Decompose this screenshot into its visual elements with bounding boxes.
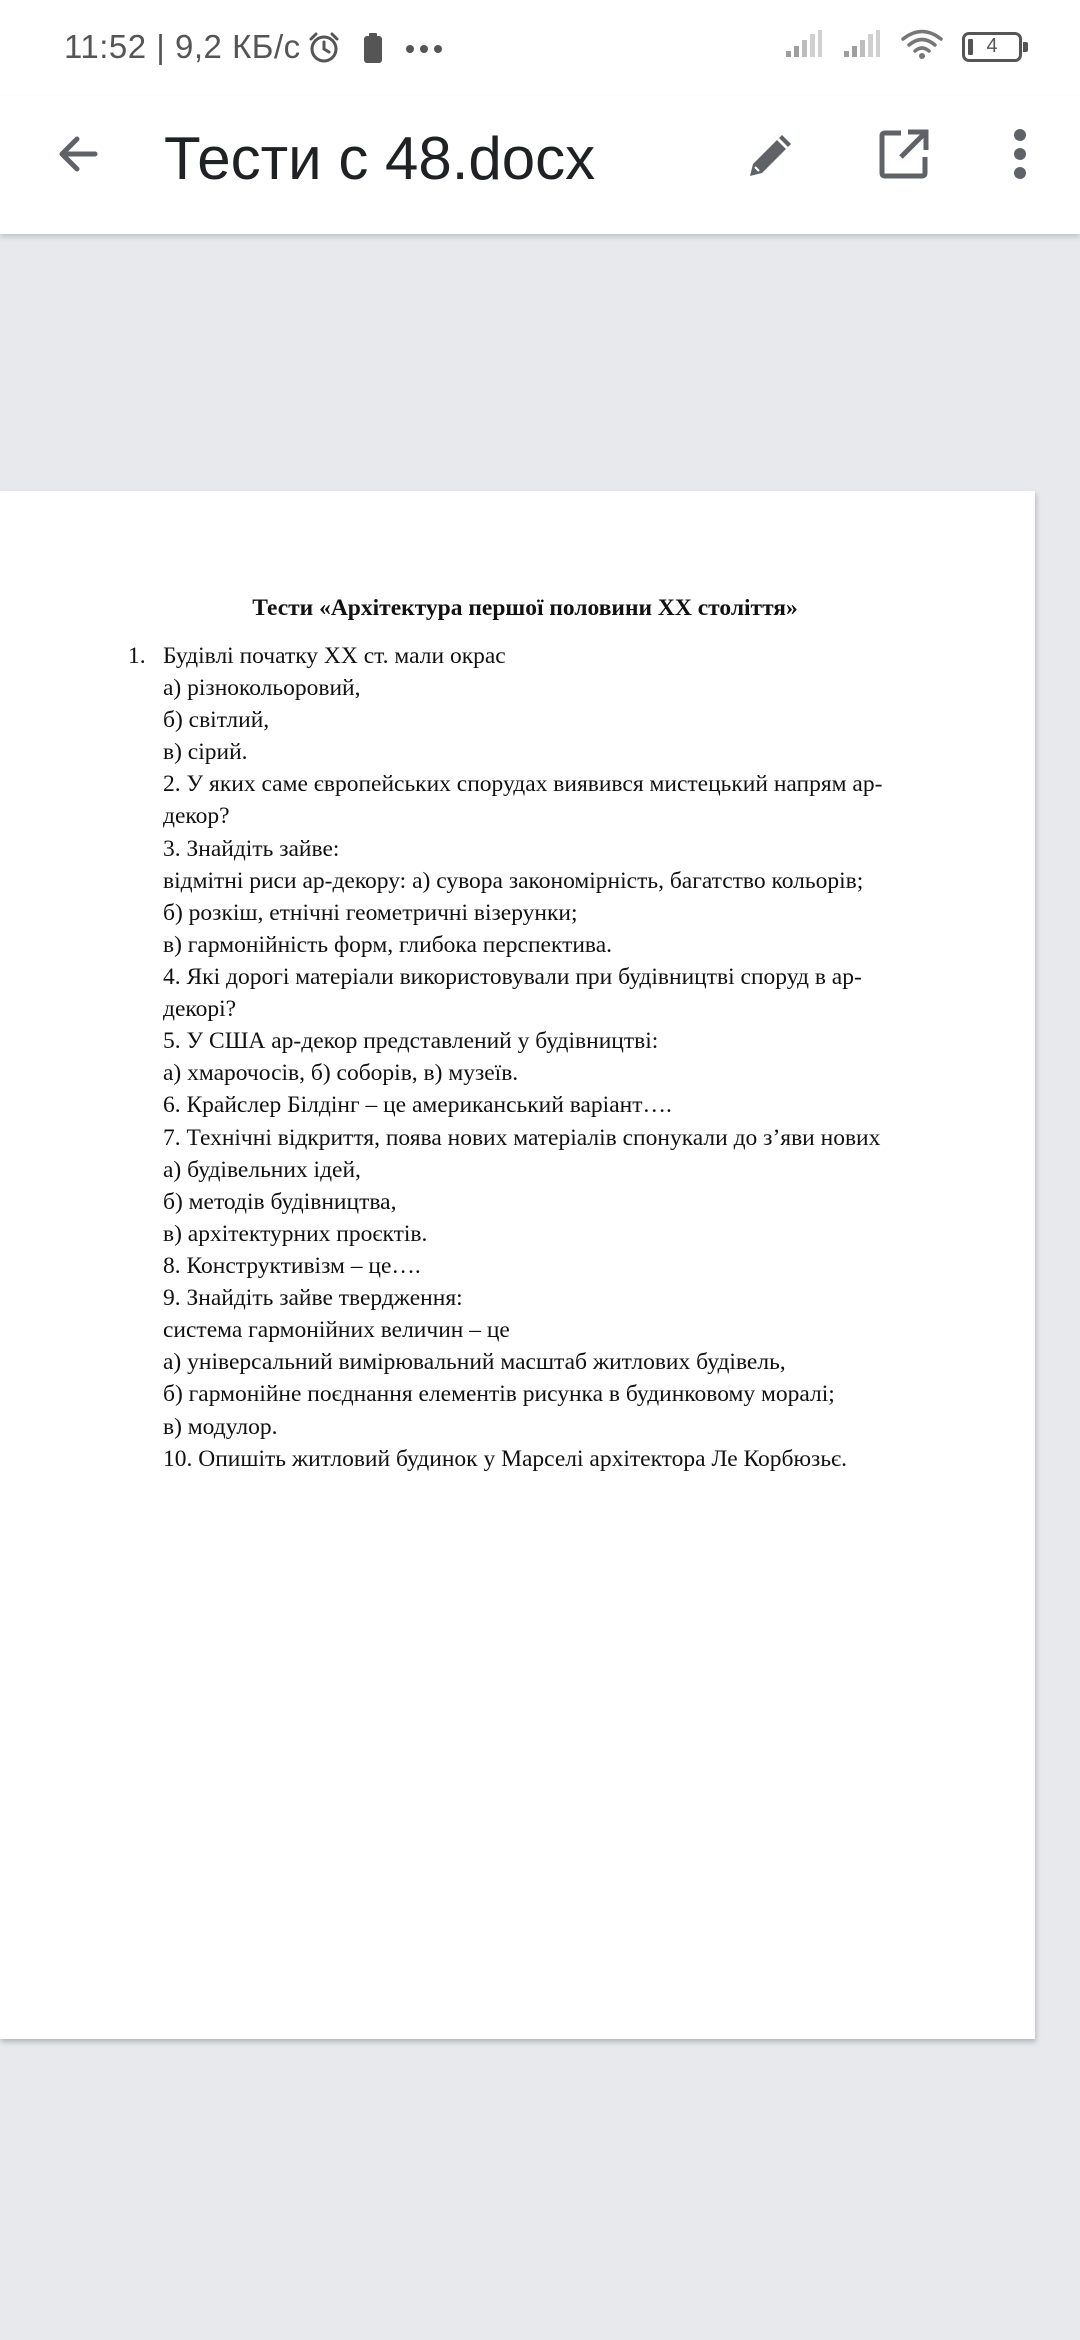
more-vert-icon (1012, 128, 1028, 185)
status-right-icons (784, 28, 1022, 65)
document-line: в) модулор. (163, 1414, 278, 1440)
document-line: б) гармонійне поєднання елементів рисунка в будинковому моралі; (163, 1381, 835, 1407)
wifi-icon (900, 28, 944, 65)
battery-saver-icon (362, 32, 384, 69)
document-line: б) розкіш, етнічні геометричні візерунки; (163, 900, 578, 926)
open-with-button[interactable] (864, 116, 944, 196)
more-notifications-icon (404, 42, 444, 60)
document-line: 10. Опишіть житловий будинок у Марселі архітектора Ле Корбюзьє. (163, 1446, 848, 1472)
document-line: 6. Крайслер Білдінг – це американський варіант…. (163, 1092, 672, 1118)
signal-icon (784, 29, 824, 64)
document-line: в) архітектурних проєктів. (163, 1221, 428, 1247)
document-line: а) хмарочосів, б) соборів, в) музеїв. (163, 1060, 519, 1086)
document-line: відмітні риси ар-декору: а) сувора закономірність, багатство кольорів; (163, 868, 864, 894)
document-page[interactable] (0, 491, 1035, 2039)
document-line: б) світлий, (163, 707, 270, 733)
document-title: Тести с 48.docx (164, 125, 596, 192)
document-line: а) будівельних ідей, (163, 1157, 361, 1183)
document-heading: Тести «Архітектура першої половини ХХ століття» (252, 595, 798, 621)
document-line: а) універсальний вимірювальний масштаб житлових будівель, (163, 1349, 786, 1375)
document-line: а) різнокольоровий, (163, 675, 361, 701)
status-left-icons (306, 30, 444, 71)
status-bar (0, 0, 1080, 96)
document-line: декор? (163, 803, 230, 829)
list-marker: 1. (128, 643, 146, 669)
document-line: 5. У США ар-декор представлений у будівництві: (163, 1028, 659, 1054)
document-line: декорі? (163, 996, 237, 1022)
pencil-icon (744, 126, 800, 187)
document-line: 2. У яких саме європейських спорудах виявився мистецький напрям ар- (163, 771, 883, 797)
alarm-icon (306, 30, 342, 71)
back-arrow-icon (53, 129, 103, 184)
document-line: 9. Знайдіть зайве твердження: (163, 1285, 463, 1311)
battery-level: 4 (986, 35, 998, 57)
document-line: в) гармонійність форм, глибока перспектива. (163, 932, 613, 958)
document-line: в) сірий. (163, 739, 248, 765)
status-time: 11:52 | 9,2 КБ/с (64, 28, 301, 65)
edit-button[interactable] (732, 116, 812, 196)
back-button[interactable] (38, 116, 118, 196)
document-line: Будівлі початку ХХ ст. мали окрас (163, 643, 506, 669)
document-line: 3. Знайдіть зайве: (163, 836, 340, 862)
app-bar (0, 96, 1080, 234)
document-line: система гармонійних величин – це (163, 1317, 510, 1343)
document-line: 7. Технічні відкриття, поява нових матеріалів спонукали до з’яви нових (163, 1125, 881, 1151)
document-line: 4. Які дорогі матеріали використовували при будівництві споруд в ар- (163, 964, 862, 990)
more-options-button[interactable] (980, 116, 1060, 196)
document-line: б) методів будівництва, (163, 1189, 397, 1215)
battery-icon (962, 32, 1022, 62)
signal-icon (842, 29, 882, 64)
document-line: 8. Конструктивізм – це…. (163, 1253, 421, 1279)
open-in-new-icon (877, 127, 931, 186)
